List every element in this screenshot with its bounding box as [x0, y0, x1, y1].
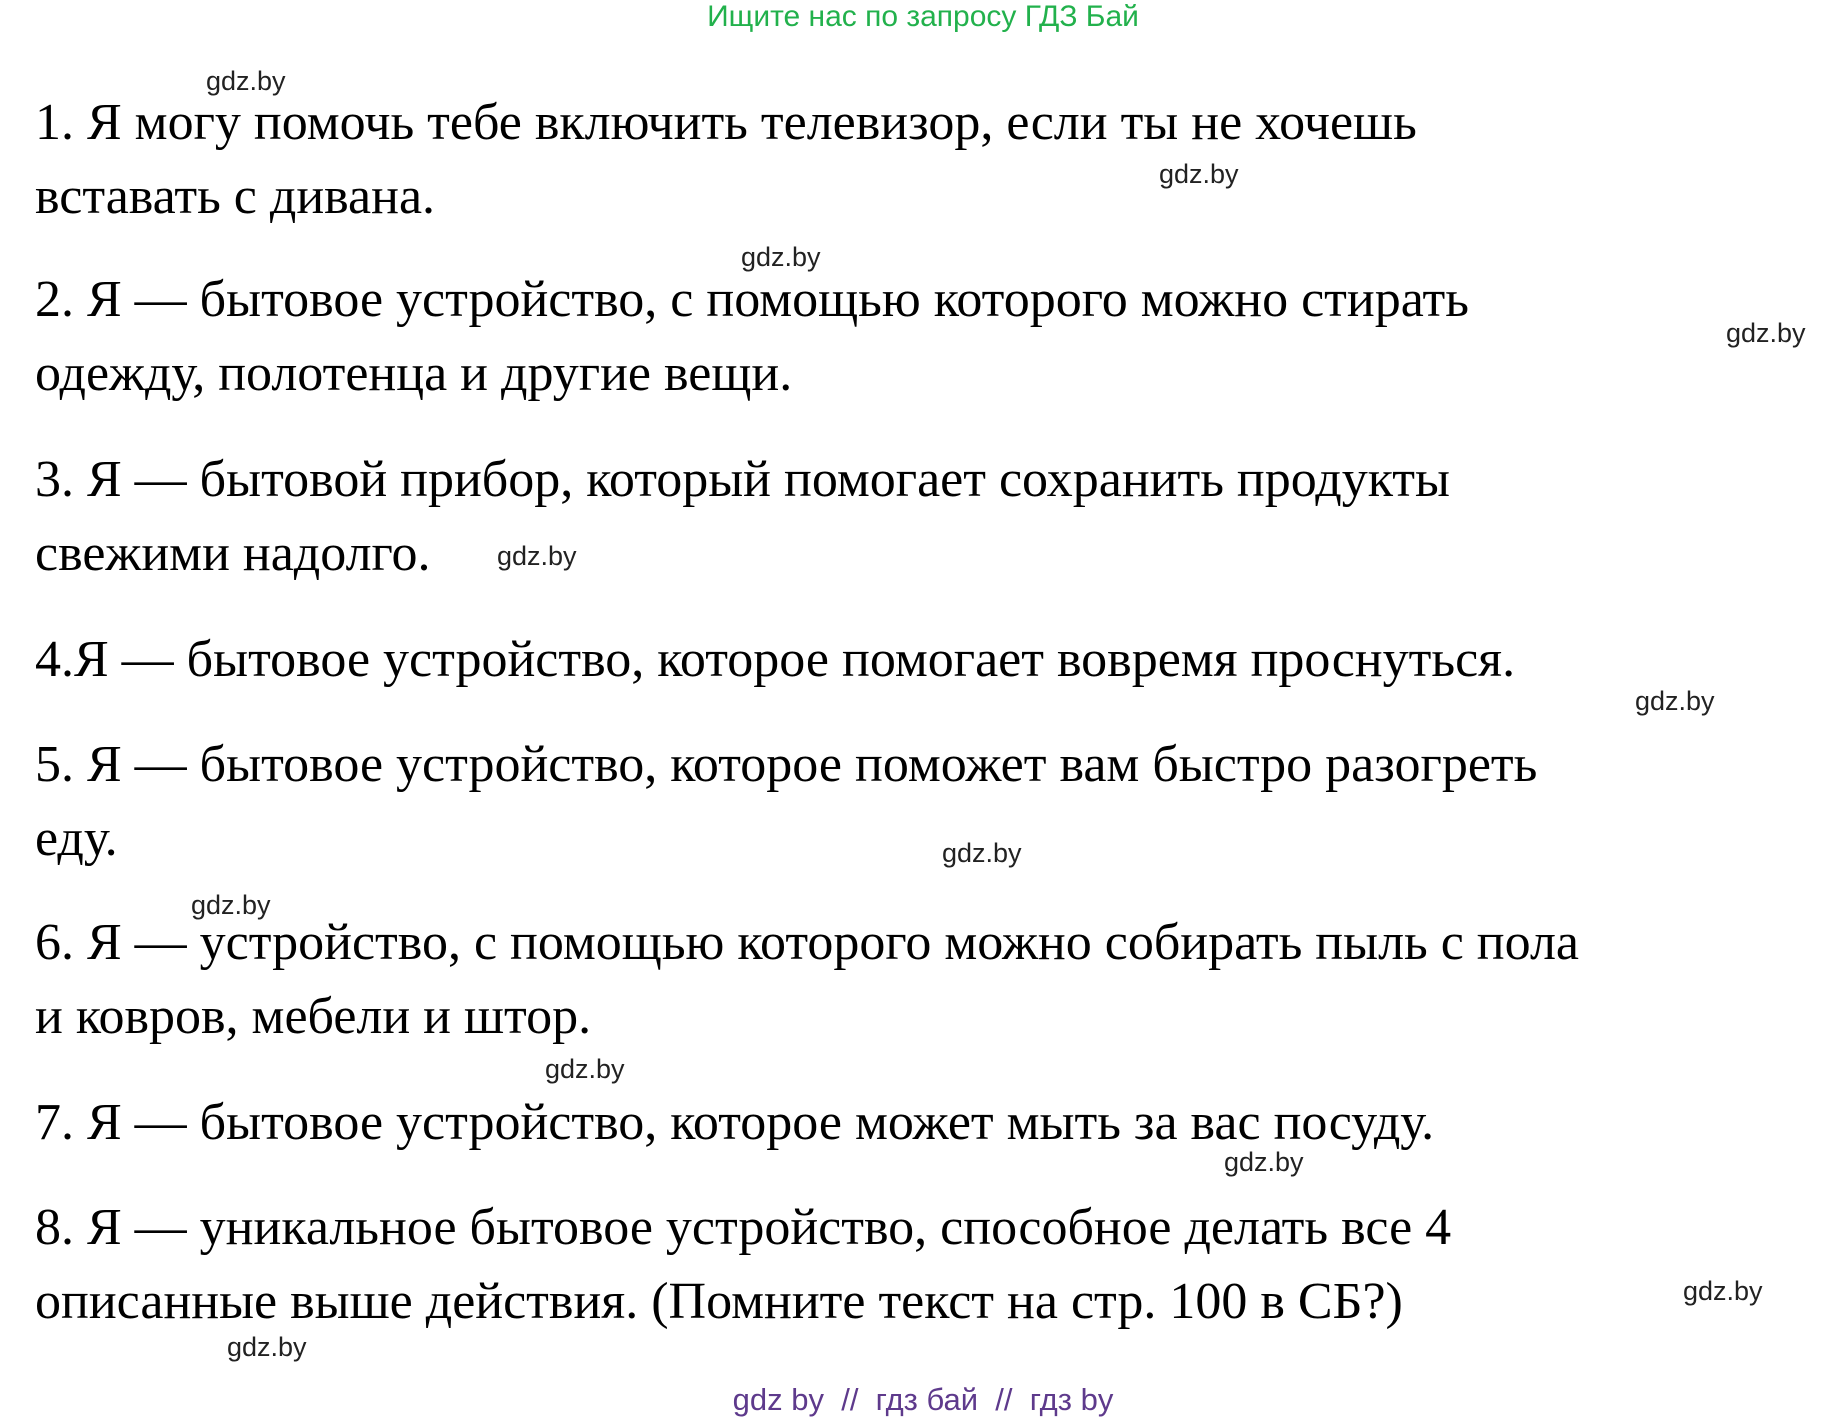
- watermark: gdz.by: [741, 242, 821, 272]
- watermark: gdz.by: [191, 890, 271, 920]
- item-line: 1. Я могу помочь тебе включить телевизор, если ты не хочешь: [35, 94, 1417, 151]
- item-line: еду.: [35, 810, 118, 867]
- item-line: вставать с дивана.: [35, 168, 436, 225]
- task-item-4: [35, 623, 1515, 697]
- item-line: 7. Я — бытовое устройство, которое может мыть за вас посуду.: [35, 1094, 1435, 1151]
- task-item-3: [35, 443, 1450, 591]
- item-line: свежими надолго.: [35, 525, 431, 582]
- watermark: gdz.by: [497, 541, 577, 571]
- item-line: 8. Я — уникальное бытовое устройство, способное делать все 4: [35, 1199, 1452, 1256]
- item-line: 5. Я — бытовое устройство, которое поможет вам быстро разогреть: [35, 736, 1538, 793]
- task-item-6: [35, 906, 1579, 1054]
- watermark: gdz.by: [1683, 1276, 1763, 1306]
- watermark: gdz.by: [942, 838, 1022, 868]
- watermark: gdz.by: [1635, 686, 1715, 716]
- top-banner: Ищите нас по запросу ГДЗ Бай: [707, 0, 1139, 33]
- watermark: gdz.by: [545, 1054, 625, 1084]
- item-line: одежду, полотенца и другие вещи.: [35, 345, 793, 402]
- watermark: gdz.by: [227, 1332, 307, 1362]
- watermark: gdz.by: [1224, 1147, 1304, 1177]
- item-line: 3. Я — бытовой прибор, который помогает сохранить продукты: [35, 451, 1450, 508]
- item-line: и ковров, мебели и штор.: [35, 988, 592, 1045]
- task-item-2: [35, 263, 1469, 411]
- watermark: gdz.by: [1726, 318, 1806, 348]
- footer-links: gdz by // гдз бай // гдз by: [732, 1382, 1114, 1417]
- item-line: описанные выше действия. (Помните текст на стр. 100 в СБ?): [35, 1273, 1403, 1330]
- task-item-8: [35, 1191, 1451, 1339]
- item-line: 6. Я — устройство, с помощью которого можно собирать пыль с пола: [35, 914, 1579, 971]
- watermark: gdz.by: [206, 66, 286, 96]
- task-item-5: [35, 728, 1537, 876]
- item-line: 4.Я — бытовое устройство, которое помогает вовремя проснуться.: [35, 631, 1516, 688]
- item-line: 2. Я — бытовое устройство, с помощью которого можно стирать: [35, 271, 1469, 328]
- watermark: gdz.by: [1159, 159, 1239, 189]
